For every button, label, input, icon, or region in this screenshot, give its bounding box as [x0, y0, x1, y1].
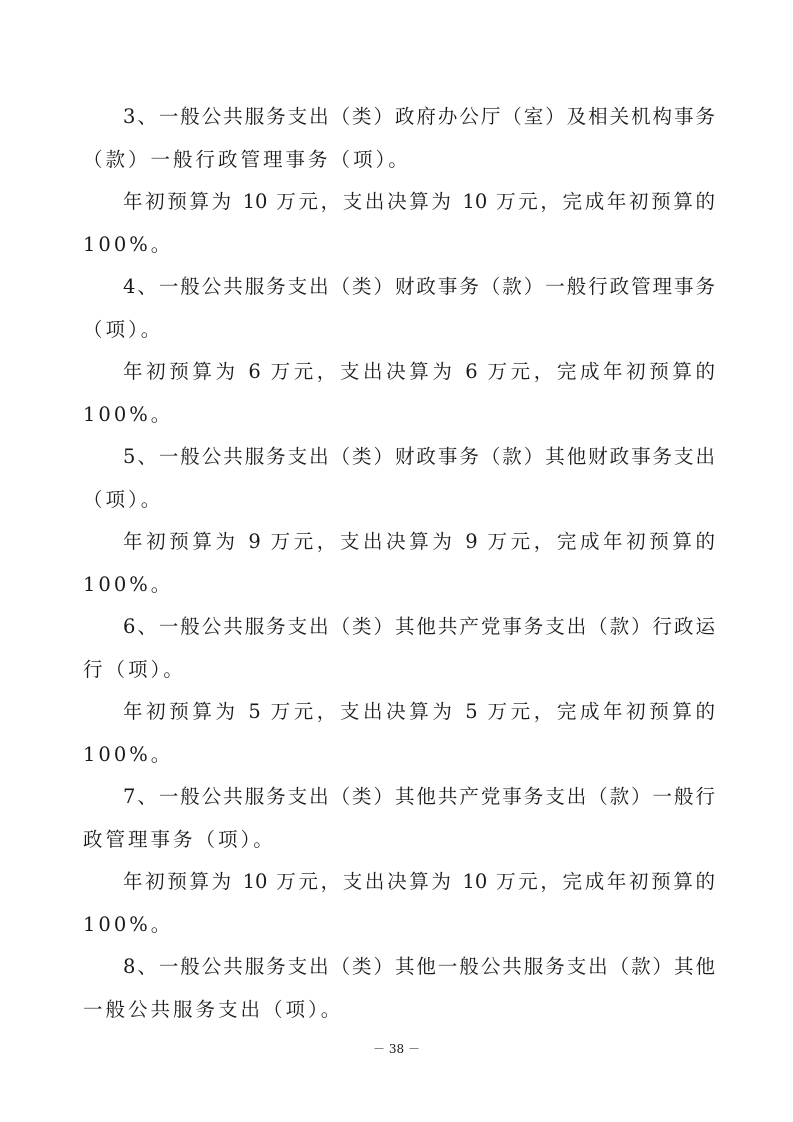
- item-3-heading-line-1: 3、一般公共服务支出（类）政府办公厅（室）及相关机构事务: [123, 105, 715, 128]
- item-6-budget-line-1: 年初预算为 5 万元，支出决算为 5 万元，完成年初预算的: [123, 700, 715, 723]
- item-8-heading-line-2: 一般公共服务支出（项）。: [83, 997, 344, 1021]
- item-4-heading-line-1: 4、一般公共服务支出（类）财政事务（款）一般行政管理事务: [123, 275, 715, 298]
- item-4-heading-line-2: （项）。: [83, 317, 164, 341]
- item-4-budget-line-1: 年初预算为 6 万元，支出决算为 6 万元，完成年初预算的: [123, 360, 715, 383]
- item-7-budget-line-2: 100%。: [83, 912, 174, 936]
- item-3-budget-line-2: 100%。: [83, 232, 174, 256]
- item-8-heading-line-1: 8、一般公共服务支出（类）其他一般公共服务支出（款）其他: [123, 955, 715, 978]
- item-6-budget-line-2: 100%。: [83, 742, 174, 766]
- item-5-heading-line-2: （项）。: [83, 487, 164, 511]
- item-5-budget-line-1: 年初预算为 9 万元，支出决算为 9 万元，完成年初预算的: [123, 530, 715, 553]
- item-7-heading-line-1: 7、一般公共服务支出（类）其他共产党事务支出（款）一般行: [123, 785, 715, 808]
- item-7-budget-line-1: 年初预算为 10 万元，支出决算为 10 万元，完成年初预算的: [123, 870, 715, 893]
- item-7-heading-line-2: 政管理事务（项）。: [83, 827, 276, 851]
- item-4-budget-line-2: 100%。: [83, 402, 174, 426]
- item-3-heading-line-2: （款）一般行政管理事务（项）。: [83, 147, 411, 171]
- item-3-budget-line-1: 年初预算为 10 万元，支出决算为 10 万元，完成年初预算的: [123, 190, 715, 213]
- item-6-heading-line-1: 6、一般公共服务支出（类）其他共产党事务支出（款）行政运: [123, 615, 715, 638]
- item-6-heading-line-2: 行（项）。: [83, 657, 186, 681]
- body-text: [83, 96, 715, 1031]
- page-number: － 38 －: [373, 1042, 420, 1056]
- item-5-heading-line-1: 5、一般公共服务支出（类）财政事务（款）其他财政事务支出: [123, 445, 715, 468]
- item-5-budget-line-2: 100%。: [83, 572, 174, 596]
